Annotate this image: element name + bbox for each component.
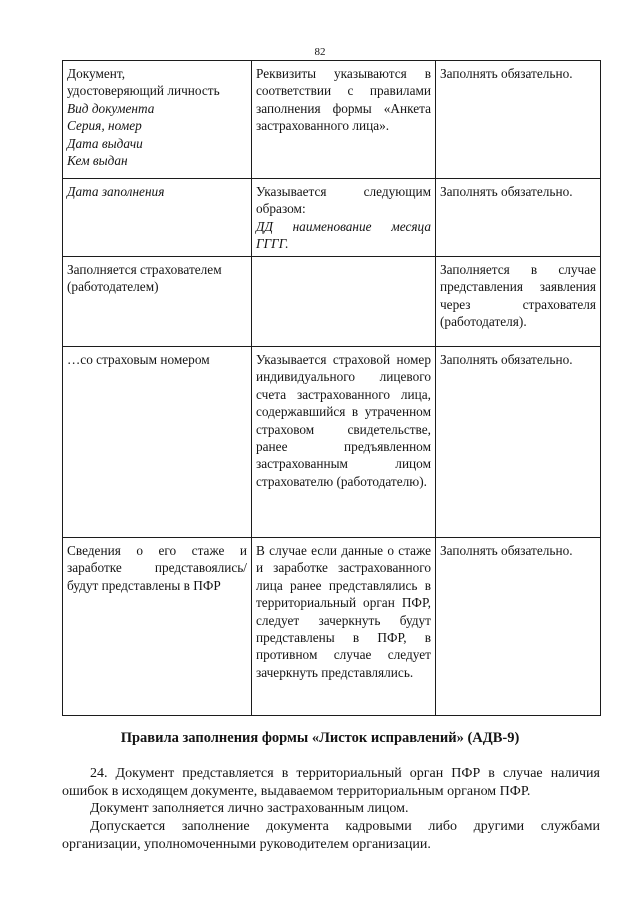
paragraph: 24. Документ представляется в территориальный орган ПФР в случае наличия ошибок в исходящем документе, выдаваемом территориальным органом ПФР. [62, 766, 600, 799]
requirement-cell: Заполнять обязательно. [436, 347, 601, 538]
rules-table [62, 60, 601, 716]
fill-rule-text: Указывается следующим образом: [256, 184, 431, 217]
field-name: удостоверяющий личность [67, 83, 220, 99]
fill-rule-cell: Указывается страховой номер индивидуального лицевого счета застрахованного лица, содержавшийся в утраченном страховом свидетельстве, ранее предъявленном застрахованным лицом страхователю (работодателю). [252, 347, 436, 538]
requirement-cell: Заполняется в случае представления заявления через страхователя (работодателя). [436, 257, 601, 347]
table-row [63, 347, 601, 538]
table-row [63, 257, 601, 347]
field-subname: Дата выдачи [67, 135, 143, 151]
field-name-cell: …со страховым номером [63, 347, 252, 538]
field-name: Документ, [67, 66, 126, 81]
fill-rule-cell [252, 179, 436, 257]
table-row [63, 179, 601, 257]
date-format-text: ДД наименование месяца ГГГГ. [256, 218, 431, 252]
field-subname: Серия, номер [67, 118, 142, 134]
requirement-cell: Заполнять обязательно. [436, 538, 601, 716]
field-name-cell: Дата заполнения [63, 179, 252, 257]
field-subname: Кем выдан [67, 153, 128, 169]
requirement-cell: Заполнять обязательно. [436, 61, 601, 179]
paragraph: Документ заполняется лично застрахованным лицом. [90, 801, 409, 816]
paragraph: Допускается заполнение документа кадровыми либо другими службами организации, уполномоченными руководителем организации. [62, 819, 600, 852]
table-row [63, 61, 601, 179]
field-name-cell: Заполняется страхователем (работодателем) [63, 257, 252, 347]
field-subname: Вид документа [67, 100, 155, 116]
section-heading: Правила заполнения формы «Листок исправлений» (АДВ-9) [120, 730, 520, 746]
requirement-cell: Заполнять обязательно. [436, 179, 601, 257]
table-row [63, 538, 601, 716]
fill-rule-cell [252, 257, 436, 347]
fill-rule-cell: В случае если данные о стаже и заработке застрахованного лица ранее представлялись в территориальный орган ПФР, следует зачеркнуть будут представлены в ПФР, в противном случае следует зачеркнуть представлялись. [252, 538, 436, 716]
fill-rule-cell: Реквизиты указываются в соответствии с правилами заполнения формы «Анкета застрахованного лица». [252, 61, 436, 179]
page-number: 82 [314, 46, 326, 58]
field-name-cell [63, 61, 252, 179]
field-name-cell: Сведения о его стаже и заработке представоялись/будут представлены в ПФР [63, 538, 252, 716]
